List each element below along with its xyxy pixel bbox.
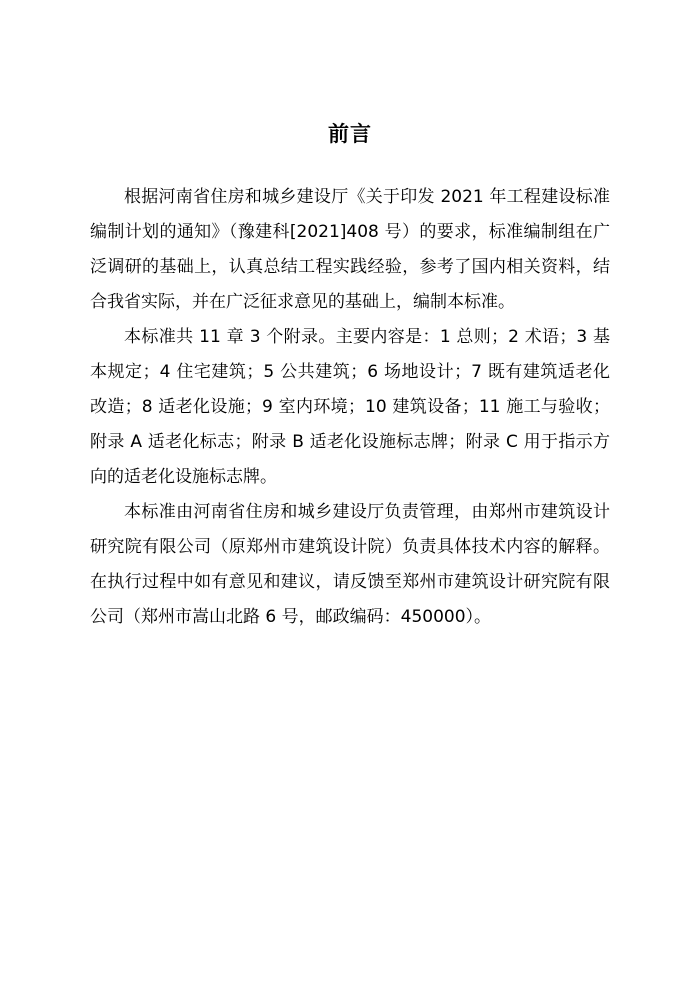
body-text bbox=[90, 180, 610, 635]
paragraph-management: 本标准由河南省住房和城乡建设厅负责管理，由郑州市建筑设计研究院有限公司（原郑州市建筑设计院）负责具体技术内容的解释。在执行过程中如有意见和建议，请反馈至郑州市建筑设计研究院有限公司（郑州市嵩山北路 6 号，邮政编码：450000）。 bbox=[90, 502, 610, 627]
paragraph-contents: 本标准共 11 章 3 个附录。主要内容是：1 总则；2 术语；3 基本规定；4 住宅建筑；5 公共建筑；6 场地设计；7 既有建筑适老化改造；8 适老化设施；9 室内环境；10 建筑设备；11 施工与验收；附录 A 适老化标志；附录 B 适老化设施标志牌；附录 C 用于指示方向的适老化设施标志牌。 bbox=[90, 327, 610, 487]
page-title: 前言 bbox=[328, 122, 372, 146]
paragraph-basis: 根据河南省住房和城乡建设厅《关于印发 2021 年工程建设标准编制计划的通知》（豫建科[2021]408 号）的要求，标准编制组在广泛调研的基础上，认真总结工程实践经验，参考了国内相关资料，结合我省实际，并在广泛征求意见的基础上，编制本标准。 bbox=[90, 187, 610, 312]
